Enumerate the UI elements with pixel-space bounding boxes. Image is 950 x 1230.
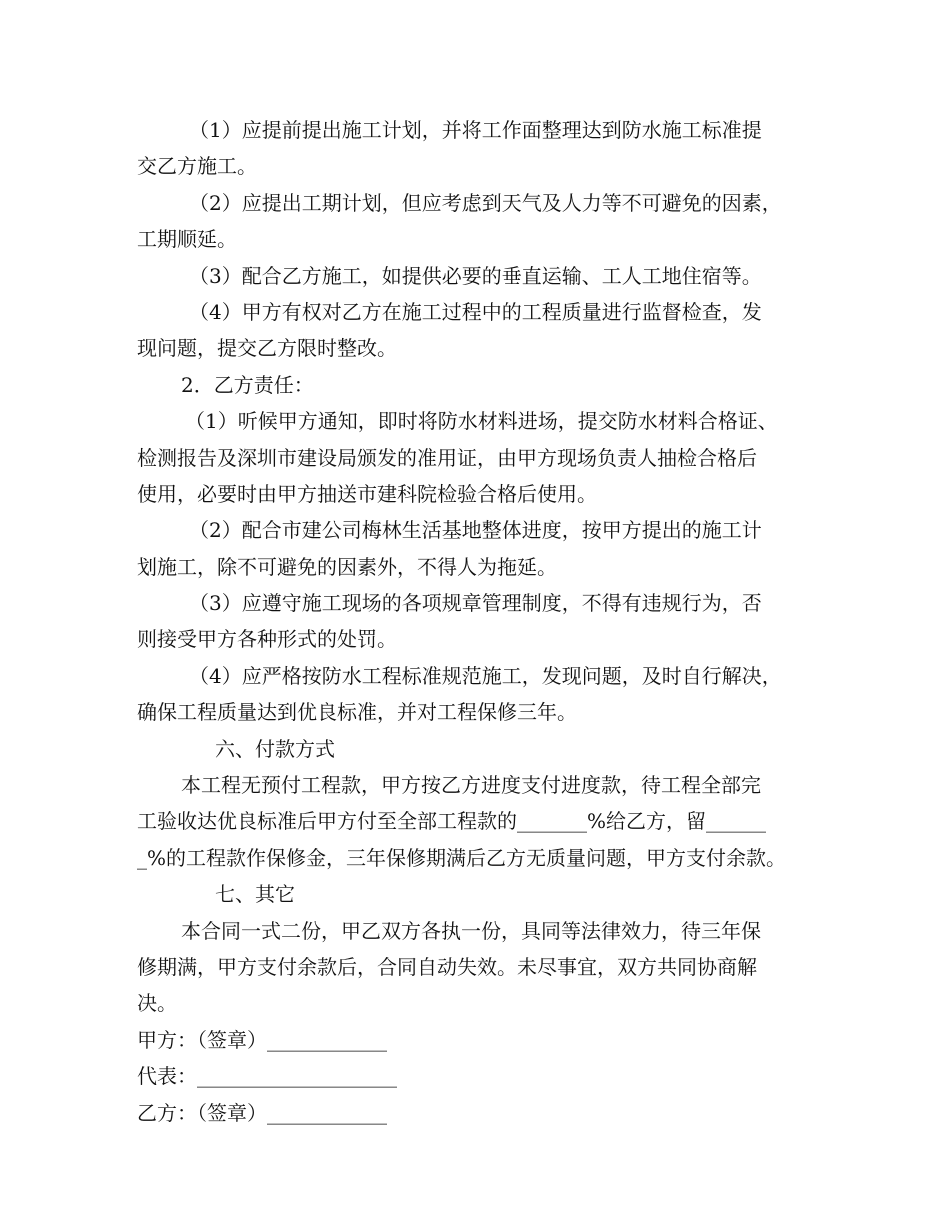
clause-jia-1-cont: 交乙方施工。 [137, 154, 257, 179]
clause-jia-2-cont: 工期顺延。 [137, 227, 237, 252]
clause-yi-2-cont: 划施工，除不可避免的因素外，不得人为拖延。 [137, 554, 557, 579]
section-payment-heading: 六、付款方式 [215, 736, 335, 761]
clause-yi-4-cont: 确保工程质量达到优良标准，并对工程保修三年。 [137, 700, 577, 725]
clause-jia-3: （3）配合乙方施工，如提供必要的垂直运输、工人工地住宿等。 [189, 263, 762, 288]
document-body [137, 112, 827, 1131]
other-paragraph-2: 修期满，甲方支付余款后，合同自动失效。未尽事宜，双方共同协商解 [137, 954, 757, 979]
clause-yi-3-cont: 则接受甲方各种形式的处罚。 [137, 627, 397, 652]
section-other-heading: 七、其它 [215, 882, 295, 907]
clause-yi-1-cont-1: 检测报告及深圳市建设局颁发的准用证，由甲方现场负责人抽检合格后 [137, 445, 757, 470]
clause-jia-4: （4）甲方有权对乙方在施工过程中的工程质量进行监督检查，发 [189, 299, 762, 324]
clause-jia-4-cont: 现问题，提交乙方限时整改。 [137, 336, 397, 361]
clause-yi-1: （1）听候甲方通知，即时将防水材料进场，提交防水材料合格证、 [185, 409, 778, 434]
clause-yi-4: （4）应严格按防水工程标准规范施工，发现问题，及时自行解决， [189, 663, 782, 688]
section-yi-heading: 2．乙方责任： [181, 372, 314, 397]
payment-paragraph-2: 工验收达优良标准后甲方付至全部工程款的_______%给乙方，留______ [137, 809, 767, 834]
clause-yi-2: （2）配合市建公司梅林生活基地整体进度，按甲方提出的施工计 [189, 518, 762, 543]
clause-jia-2: （2）应提出工期计划，但应考虑到天气及人力等不可避免的因素， [189, 190, 782, 215]
signature-party-a: 甲方：（签章）____________ [137, 1027, 387, 1052]
other-paragraph-3: 决。 [137, 991, 177, 1016]
payment-paragraph-3: _%的工程款作保修金，三年保修期满后乙方无质量问题，甲方支付余款。 [137, 845, 787, 870]
clause-jia-1: （1）应提前提出施工计划，并将工作面整理达到防水施工标准提 [189, 118, 762, 142]
clause-yi-1-cont-2: 使用，必要时由甲方抽送市建科院检验合格后使用。 [137, 481, 597, 506]
signature-party-b: 乙方：（签章）____________ [137, 1100, 387, 1125]
payment-paragraph-1: 本工程无预付工程款，甲方按乙方进度支付进度款，待工程全部完 [181, 773, 761, 798]
other-paragraph-1: 本合同一式二份，甲乙双方各执一份，具同等法律效力，待三年保 [181, 918, 761, 943]
signature-representative: 代表：____________________ [137, 1064, 397, 1089]
clause-yi-3: （3）应遵守施工现场的各项规章管理制度，不得有违规行为，否 [189, 591, 762, 616]
